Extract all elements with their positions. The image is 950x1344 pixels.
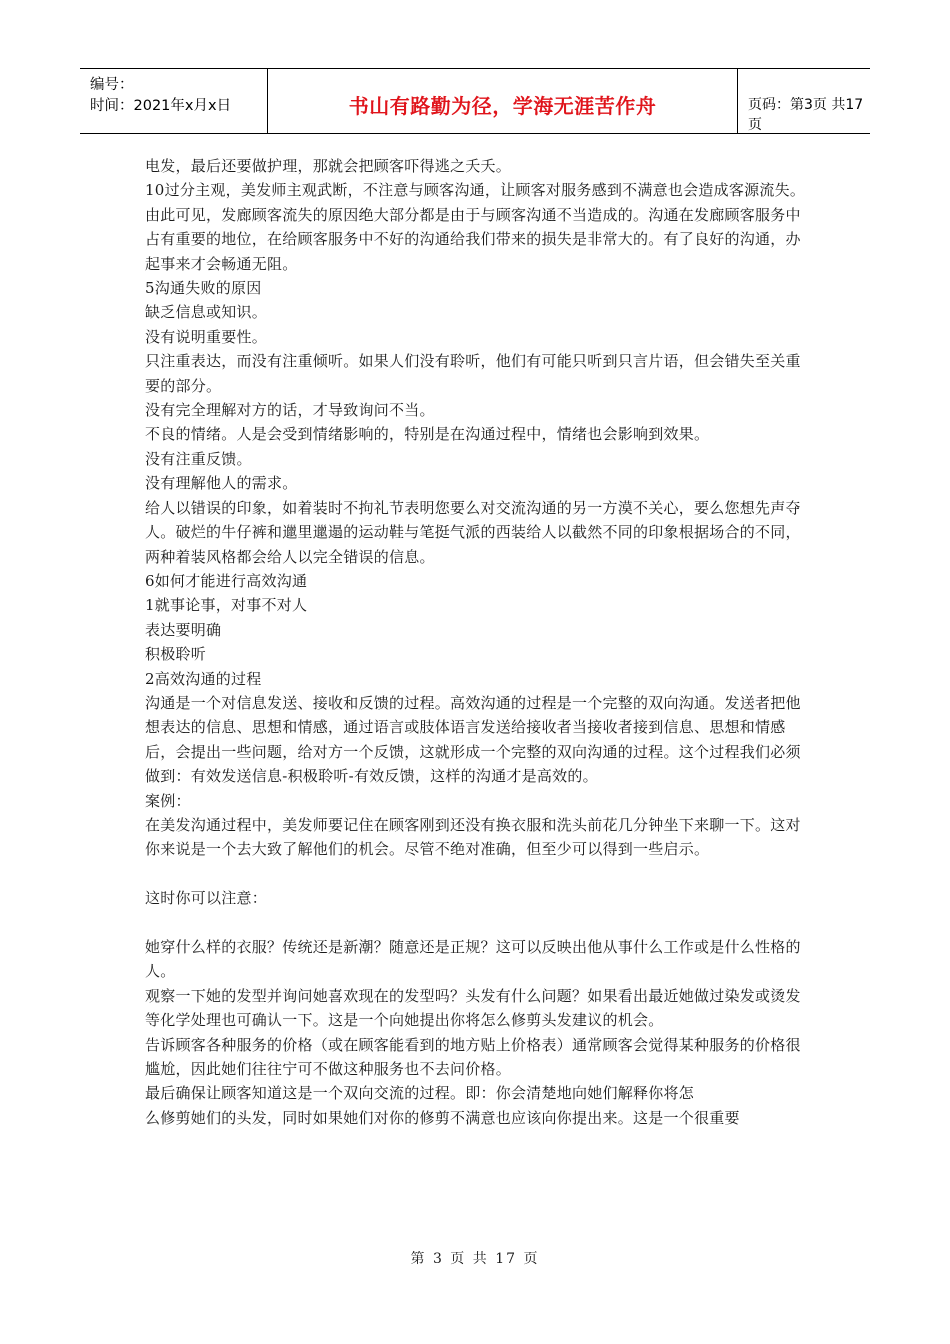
- body-paragraph: 最后确保让顾客知道这是一个双向交流的过程。即：你会清楚地向她们解释你将怎: [145, 1084, 695, 1103]
- body-paragraph: 表达要明确: [145, 620, 222, 639]
- header-meta: [80, 69, 268, 133]
- number-label: 编号：: [90, 77, 134, 93]
- page-footer: 第 3 页 共 17 页: [410, 1251, 540, 1267]
- page-header: [80, 68, 870, 134]
- body-paragraph: 只注重表达，而没有注重倾听。如果人们没有聆听，他们有可能只听到只言片语，但会错失至关重要的部分。: [145, 352, 801, 395]
- body-paragraph: 10过分主观，美发师主观武断，不注意与顾客沟通，让顾客对服务感到不满意也会造成客源流失。: [145, 181, 806, 200]
- body-paragraph: 这时你可以注意：: [145, 889, 268, 908]
- body-paragraph: 她穿什么样的衣服？传统还是新潮？随意还是正规？这可以反映出他从事什么工作或是什么性格的人。: [145, 937, 801, 981]
- body-paragraph: 告诉顾客各种服务的价格（或在顾客能看到的地方贴上价格表）通常顾客会觉得某种服务的价格很尴尬，因此她们往往宁可不做这种服务也不去问价格。: [145, 1035, 801, 1078]
- body-paragraph: 缺乏信息或知识。: [145, 303, 268, 322]
- body-paragraph: 由此可见，发廊顾客流失的原因绝大部分都是由于与顾客沟通不当造成的。沟通在发廊顾客服务中占有重要的地位，在给顾客服务中不好的沟通给我们带来的损失是非常大的。有了良好的沟通，办起事来才会畅通无阻。: [145, 205, 801, 273]
- body-paragraph: 没有注重反馈。: [145, 449, 252, 468]
- body-paragraph: 么修剪她们的头发，同时如果她们对你的修剪不满意也应该向你提出来。这是一个很重要: [145, 1108, 740, 1127]
- body-paragraph: 电发，最后还要做护理，那就会把顾客吓得逃之夭夭。: [145, 157, 512, 175]
- body-paragraph: 给人以错误的印象，如着装时不拘礼节表明您要么对交流沟通的另一方漠不关心，要么您想先声夺人。破烂的牛仔裤和邋里邋遢的运动鞋与笔挺气派的西装给人以截然不同的印象根据场合的不同，两种着装风格都会给人以完全错误的信息。: [145, 498, 801, 566]
- body-paragraph: 没有理解他人的需求。: [145, 474, 298, 493]
- time-label: 时间：2021年x月x日: [90, 98, 232, 114]
- body-paragraph: 沟通是一个对信息发送、接收和反馈的过程。高效沟通的过程是一个完整的双向沟通。发送者把他想表达的信息、思想和情感，通过语言或肢体语言发送给接收者当接收者接到信息、思想和情感后，会提出一些问题，给对方一个反馈，这就形成一个完整的双向沟通的过程。这个过程我们必须做到：有效发送信息-积极聆听-有效反馈，这样的沟通才是高效的。: [145, 693, 801, 786]
- body-paragraph: 2高效沟通的过程: [145, 669, 262, 688]
- body-paragraph: 6如何才能进行高效沟通: [145, 571, 308, 590]
- body-paragraph: 不良的情绪。人是会受到情绪影响的，特别是在沟通过程中，情绪也会影响到效果。: [145, 425, 710, 444]
- document-body: [145, 154, 815, 1130]
- blank-line: [145, 911, 815, 935]
- body-paragraph: 积极聆听: [145, 645, 207, 664]
- body-paragraph: 没有完全理解对方的话，才导致询问不当。: [145, 401, 435, 420]
- body-paragraph: 在美发沟通过程中，美发师要记住在顾客刚到还没有换衣服和洗头前花几分钟坐下来聊一下。这对你来说是一个去大致了解他们的机会。尽管不绝对准确，但至少可以得到一些启示。: [145, 815, 801, 859]
- body-paragraph: 1就事论事，对事不对人: [145, 596, 308, 615]
- blank-line: [145, 862, 815, 886]
- body-paragraph: 观察一下她的发型并询问她喜欢现在的发型吗？头发有什么问题？如果看出最近她做过染发或烫发等化学处理也可确认一下。这是一个向她提出你将怎么修剪头发建议的机会。: [145, 986, 801, 1030]
- body-paragraph: 没有说明重要性。: [145, 327, 268, 346]
- body-paragraph: 案例：: [145, 791, 191, 810]
- body-paragraph: 5沟通失败的原因: [145, 279, 262, 298]
- header-page-number: 页码：第3页 共17页: [748, 97, 864, 133]
- header-motto: 书山有路勤为径，学海无涯苦作舟: [268, 69, 738, 133]
